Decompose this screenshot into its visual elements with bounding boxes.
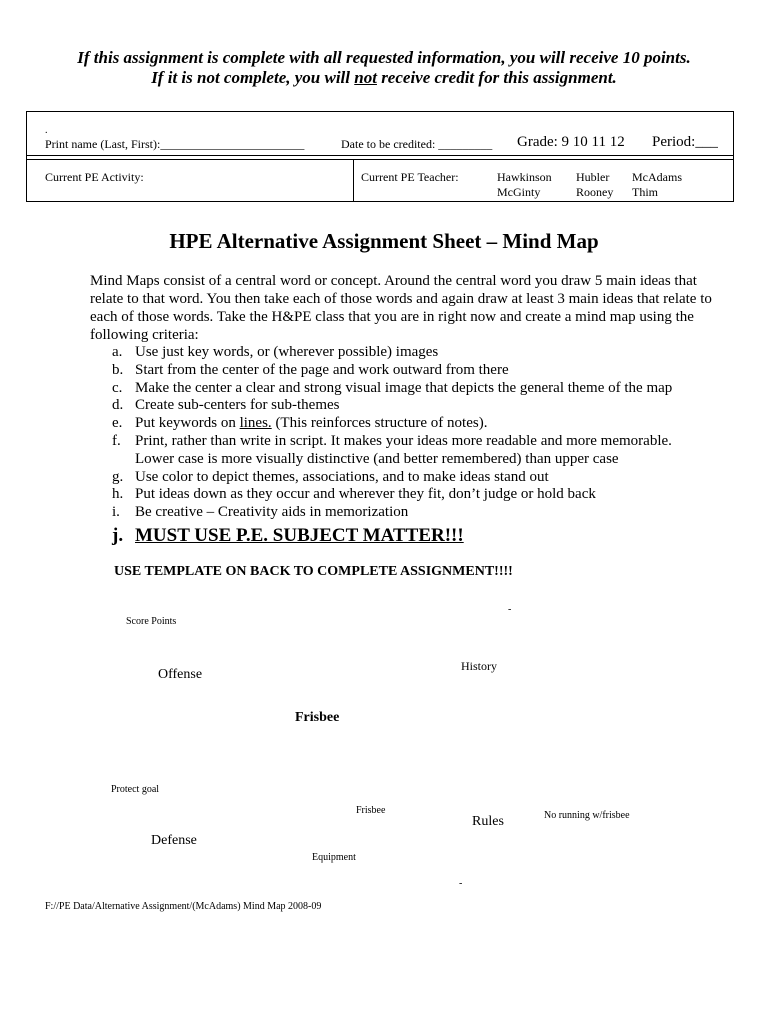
item-letter: b. [112,361,124,378]
list-item [90,344,730,362]
credit-notice [0,48,768,88]
mind-map-center: Frisbee [295,710,340,725]
list-item [90,504,730,522]
mind-map-node: Rules [472,814,504,829]
list-item [90,433,730,469]
notice-not: not [354,68,377,87]
form-divider [27,155,733,156]
list-item [90,362,730,380]
item-letter: d. [112,397,124,414]
item-text-continued: Lower case is more visually distinctive (and better remembered) than upper case [135,450,619,467]
mind-map-node: Equipment [312,852,356,863]
list-item [90,469,730,487]
intro-paragraph: Mind Maps consist of a central word or concept. Around the central word you draw 5 main ideas that relate to that word. You then take each of those words and again draw at least 3 main ideas that relate to each of those words. Take the H&PE class that you are in right now and create a mind map using the following criteria: [90,273,712,343]
list-item [90,486,730,504]
item-letter: c. [112,379,123,396]
item-text: Create sub-centers for sub-themes [135,397,340,414]
mind-map-node: Score Points [126,616,177,627]
item-text-post: (This reinforces structure of notes). [271,415,488,432]
notice-line-2a: If it is not complete, you will [151,68,355,87]
activity-field[interactable]: Current PE Activity: [45,170,144,184]
teacher-option[interactable]: Rooney [576,185,614,199]
mind-map-node: Frisbee [356,805,386,816]
list-item [90,397,730,415]
teacher-label: Current PE Teacher: [361,170,459,184]
form-column-divider [353,159,354,201]
mind-map-node: Offense [158,667,203,682]
notice-line-1: If this assignment is complete with all requested information, you will receive 10 points. [77,48,691,67]
page-title: HPE Alternative Assignment Sheet – Mind Map [169,229,599,253]
grade-field[interactable]: Grade: 9 10 11 12 [517,134,625,150]
item-letter: i. [112,504,120,521]
teacher-option[interactable]: Hawkinson [497,170,552,184]
teacher-option[interactable]: McGinty [497,185,541,199]
item-text-pre: Put keywords on [135,415,240,432]
item-text: Be creative – Creativity aids in memorization [135,504,409,521]
item-text-underlined: lines. [239,415,272,432]
form-divider [27,159,733,160]
item-text: Print, rather than write in script. It makes your ideas more readable and more memorable. [135,432,672,449]
period-field[interactable]: Period:___ [652,134,718,150]
item-text: Put ideas down as they occur and wherever they fit, don’t judge or hold back [135,486,596,503]
notice-line-2b: receive credit for this assignment. [376,68,617,87]
item-text: Start from the center of the page and work outward from there [135,361,509,378]
print-name-field[interactable]: Print name (Last, First):________________________ [45,137,305,151]
mind-map-node: No running w/frisbee [544,810,630,821]
list-item [90,415,730,433]
item-letter: h. [112,486,124,503]
student-info-form [26,111,734,202]
mind-map-node: Defense [151,833,197,848]
mind-map-mark: - [508,604,512,615]
form-dot: . [45,125,48,136]
criteria-list [90,344,730,548]
item-letter: j. [112,524,124,546]
template-note: USE TEMPLATE ON BACK TO COMPLETE ASSIGNMENT!!!! [114,564,513,579]
item-text: Use just key words, or (wherever possible) images [135,344,439,360]
item-text: Use color to depict themes, associations, and to make ideas stand out [135,468,549,485]
list-item [90,380,730,398]
item-letter: g. [112,468,124,485]
list-item [90,524,730,548]
mind-map-node: History [461,659,497,673]
mind-map-mark: - [459,878,463,889]
item-letter: e. [112,415,123,432]
item-text: MUST USE P.E. SUBJECT MATTER!!! [135,524,464,546]
date-credited-field[interactable]: Date to be credited: _________ [341,137,493,151]
mind-map-node: Protect goal [111,784,160,795]
teacher-option[interactable]: Hubler [576,170,610,184]
item-letter: a. [112,344,123,360]
file-path-footer: F://PE Data/Alternative Assignment/(McAdams) Mind Map 2008-09 [45,901,322,912]
item-text: Make the center a clear and strong visual image that depicts the general theme of the map [135,379,673,396]
notice-line-2 [0,68,768,88]
teacher-option[interactable]: McAdams [632,170,682,184]
teacher-option[interactable]: Thim [632,185,658,199]
item-letter: f. [112,432,121,449]
